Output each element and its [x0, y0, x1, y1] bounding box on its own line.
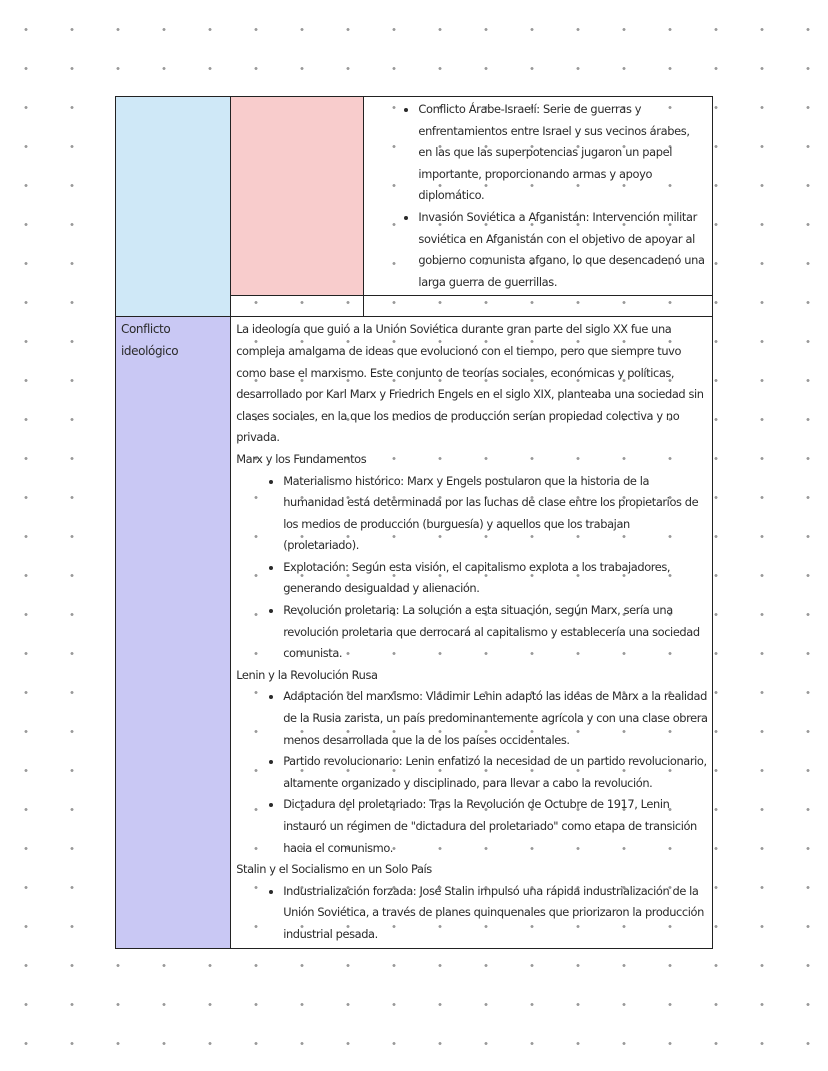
table-row-ideological — [116, 317, 713, 948]
section-heading: Marx y los Fundamentos — [236, 451, 367, 466]
section-list — [236, 471, 708, 665]
section-heading: Lenin y la Revolución Rusa — [236, 667, 378, 682]
blue-label-cell — [116, 97, 231, 317]
list-item: • Explotación: Según esta visión, el capitalismo explota a los trabajadores, generando desigualdad y alienación. — [283, 557, 708, 600]
conflicts-list — [364, 97, 712, 295]
empty-cell — [231, 296, 364, 317]
intro-paragraph: La ideología que guió a la Unión Soviética durante gran parte del siglo XX fue una compleja amalgama de ideas que evolucionó con el tiempo, pero que siempre tuvo como base el marxismo. Este conjunto de teorías sociales, económicas y políticas, desarrollado por Karl Marx y Friedrich Engels en el siglo XIX, planteaba una sociedad sin clases sociales, en la que los medios de producción serían propiedad colectiva y no privada. — [236, 322, 704, 445]
document-page — [115, 96, 713, 949]
list-item: • Revolución proletaria: La solución a esta situación, según Marx, sería una revolución proletaria que derrocará al capitalismo y establecería una sociedad comunista. — [283, 600, 708, 665]
row-label: Conflicto ideológico — [121, 322, 179, 358]
list-item: • Materialismo histórico: Marx y Engels postularon que la historia de la humanidad está determinada por las luchas de clase entre los propietarios de los medios de producción (burguesía) y aquellos que los trabajan (proletariado). — [283, 471, 708, 557]
section-heading: Stalin y el Socialismo en un Solo País — [236, 862, 432, 877]
section-list — [236, 686, 708, 859]
list-item: • Industrialización forzada: José Stalin impulsó una rápida industrialización de la Unión Soviética, a través de planes quinquenales que priorizaron la producción industrial pesada. — [283, 881, 708, 946]
row-label-cell — [116, 317, 231, 948]
section-list — [236, 881, 708, 946]
pink-cell — [231, 97, 364, 296]
ideology-content-cell — [231, 317, 713, 948]
conflicts-table — [115, 96, 713, 949]
list-item: • Adaptación del marxismo: Vladimir Lenin adaptó las ideas de Marx a la realidad de la Rusia zarista, un país predominantemente agrícola y con una clase obrera menos desarrollada que la de los países occidentales. — [283, 686, 708, 751]
table-row-top — [116, 97, 713, 296]
empty-cell — [364, 296, 713, 317]
list-item: • Conflicto Árabe-Israelí: Serie de guerras y enfrentamientos entre Israel y sus vecinos árabes, en las que las superpotencias jugaron un papel importante, proporcionando armas y apoyo diplomático. — [418, 99, 706, 207]
list-item: • Partido revolucionario: Lenin enfatizó la necesidad de un partido revolucionario, altamente organizado y disciplinado, para llevar a cabo la revolución. — [283, 751, 708, 794]
list-item: • Dictadura del proletariado: Tras la Revolución de Octubre de 1917, Lenin instauró un régimen de "dictadura del proletariado" como etapa de transición hacia el comunismo. — [283, 794, 708, 859]
conflicts-list-cell — [364, 97, 713, 296]
list-item: • Invasión Soviética a Afganistán: Intervención militar soviética en Afganistán con el objetivo de apoyar al gobierno comunista afgano, lo que desencadenó una larga guerra de guerrillas. — [418, 207, 706, 293]
